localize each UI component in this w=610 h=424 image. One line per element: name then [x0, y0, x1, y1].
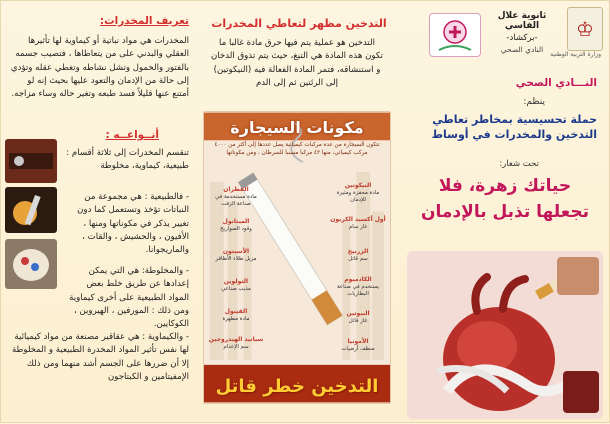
poster-title: مكونات السيجارة [230, 118, 364, 137]
compound-item: أول أكسيد الكربون غاز سام [330, 216, 386, 230]
slogan-label: تحت شعار: [499, 159, 539, 169]
club-small-label: النادي الصحي [500, 45, 544, 54]
smoking-definition: التدخين هو عملية يتم فيها حرق مادة غالبا ما تكون هذه المادة هي التبغ، حيث يتم تذوق الدخان و استنشاقه، فتمر المادة الفعالة فيه (النيكوتين) إلى الرئتين ثم إلى الدم [211, 38, 383, 88]
anti-smoking-heart-image [407, 251, 603, 419]
organizes-label: ينظم: [523, 97, 545, 107]
compound-item: التولوين مذيب صناعي [221, 278, 251, 292]
cover-panel [399, 1, 609, 424]
compound-item: الميثانول وقود الصواريخ [220, 218, 252, 232]
drugs-photo-1 [5, 139, 57, 183]
types-intro: تنقسم المخدرات إلى ثلاثة أقسام : طبيعية، كيماوية، مخلوطة [66, 148, 189, 172]
campaign-title: حملة تحسيسية بمخاطر تعاطي التدخين والمخدرات في أوساط [431, 113, 597, 141]
slogan: حياتك زهرة، فلا تجعلها تذبل بالإدمان [421, 176, 589, 223]
compound-item: الأسيتون مزيل طلاء الأظافر [215, 248, 257, 262]
cigarette-components-poster [203, 111, 391, 404]
moroccan-emblem-icon: ♔ [567, 7, 603, 51]
definition-heading: تعريف المخدرات: [99, 15, 189, 27]
drugs-panel [0, 1, 199, 424]
smoking-heading: التدخين مظهر لتعاطي المخدرات [211, 17, 387, 30]
compound-item: النيكوتين مادة محفزة ومثيرة للإدمان [336, 182, 380, 203]
poster-footer-slogan: التدخين خطر قاتل [215, 376, 379, 397]
school-block [485, 11, 559, 54]
compound-item: الفينول مادة مطهرة [222, 308, 250, 322]
compound-item: البيوتين غاز قاتل [346, 310, 370, 324]
club-title: النـــادي الصحي [515, 77, 597, 89]
health-club-logo-icon [429, 13, 481, 57]
compound-item: القطران مادة مستخدمة في صناعة الزفت [215, 186, 257, 207]
definition-text: المخدرات هي مواد نباتية أو كيماوية لها تأثيرها العقلي والبدني على من يتعاطاها ، فتصيب جسمه بالفتور والخمول وتشل نشاطه وتغطي عقله وتؤدي إلى حالة من الإدمان والتعود عليها بحيث إنه لو أمتنع عنها قليلاً فسد طبعه وتغير حاله وساء مزاجه. [10, 36, 189, 100]
school-city: -بركشاد- [506, 33, 538, 43]
drugs-photo-3 [5, 239, 57, 289]
type-natural: - فالطبيعية : هي مجموعة من النباتات تؤخذ وتستعمل كما دون تغيير يذكر في مكوناتها ومنها ، الأفيون ، والحشيش ، والقات ، والماريجوانا. [77, 192, 189, 256]
compound-item: سيانيد الهيدروجين سم الإعدام [208, 336, 264, 350]
compound-item: الكادميوم يستخدم في صناعة البطاريات [336, 276, 380, 297]
ministry-label: وزارة التربية الوطنية [550, 51, 601, 58]
types-heading: أنــواعــه : [105, 129, 159, 141]
type-chemical: - والكيماوية : هي عقاقير مصنعة من مواد كيميائية لها نفس تأثير المواد المخدرة الطبيعية و المخلوطة إلا أن ضررها على الجسم أشد منهما ومن ذلك الإمفيتامين و الكبتاجون [11, 332, 189, 382]
compound-item: الأمونيا منظف أرضيات [341, 338, 375, 352]
compound-item: الزرنيخ سم قاتل [347, 248, 369, 262]
type-mixed: - والمخلوطة: هي التي يمكن إعدادها عن طريق خلط بعض المواد الطبيعية على أخرى كيماوية ومن ذلك : المورفين ، الهيروين ، الكوكايين. [69, 266, 189, 330]
header-logos [405, 7, 603, 59]
school-name: ثانوية علال الفاسي [497, 11, 547, 31]
smoking-panel [199, 1, 399, 424]
poster-subtitle: تتكون السيجارة من عدة مركبات كيميائية يصل عددها إلى أكثر من ٤٠٠٠ مركب كيميائي، منها ٤٣ مركبا مسببا للسرطان ، ومن مكوناتها [214, 142, 380, 156]
drugs-photo-2 [5, 187, 57, 233]
